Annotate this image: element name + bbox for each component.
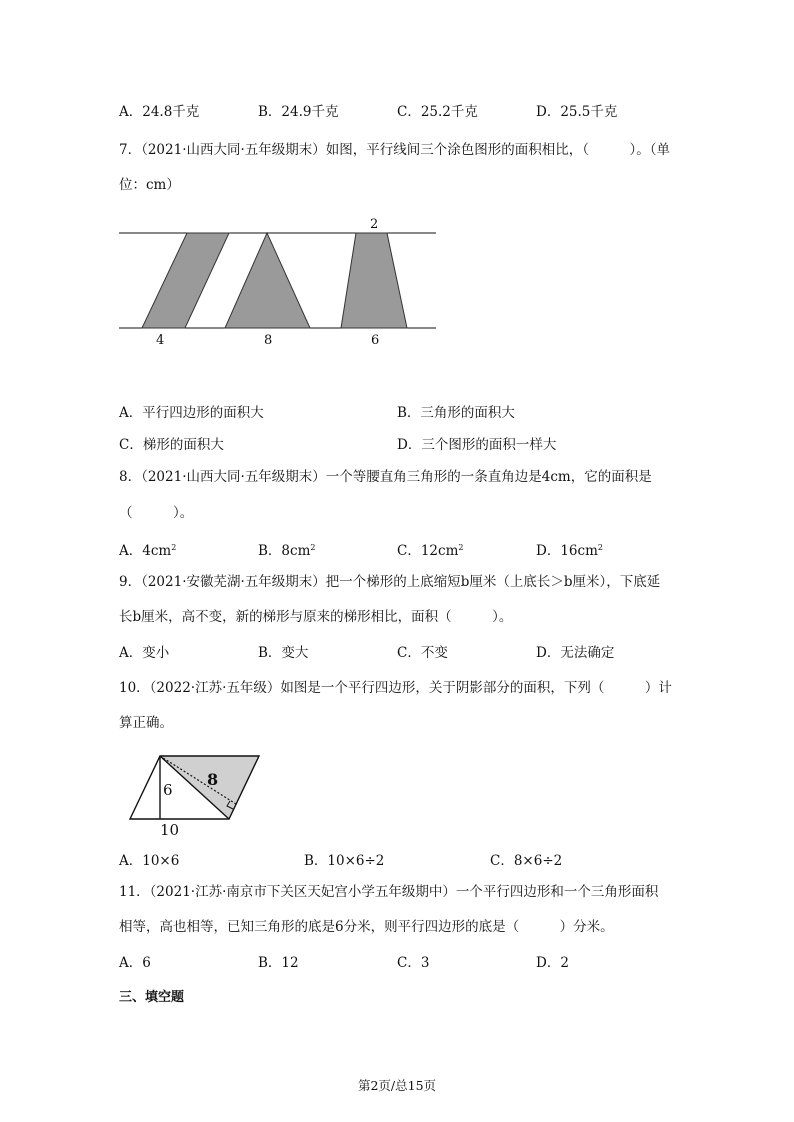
- q6-option-d: D．25.5千克: [536, 104, 618, 120]
- q7-option-d: D．三个图形的面积一样大: [397, 437, 557, 453]
- q9-option-c: C．不变: [397, 645, 448, 661]
- q11-stem-line1: 11．（2021·江苏·南京市下关区天妃宫小学五年级期中）一个平行四边形和一个三角形面积: [119, 884, 659, 900]
- q7-stem-line2: 位：cm）: [119, 177, 180, 193]
- q7-label-parallelogram-base: 4: [156, 333, 165, 348]
- q8-option-c: C．$12cm^2$: [397, 543, 464, 559]
- q7-label-trapezoid-base: 6: [371, 333, 380, 348]
- q10-label-8: 8: [207, 770, 219, 789]
- q11-option-b: B．12: [258, 955, 299, 971]
- q11-option-a: A．6: [119, 955, 151, 971]
- q11-option-c: C．3: [397, 955, 430, 971]
- q10-stem-line1: 10．（2022·江苏·五年级）如图是一个平行四边形，关于阴影部分的面积，下列（ ）计: [119, 680, 672, 696]
- q9-stem-line2: 长b厘米，高不变，新的梯形与原来的梯形相比，面积（ ）。: [119, 609, 513, 625]
- q6-option-c: C．25.2千克: [397, 104, 478, 120]
- q10-label-10: 10: [160, 821, 180, 839]
- q6-option-a: A．24.8千克: [119, 104, 200, 120]
- q11-stem-line2: 相等，高也相等，已知三角形的底是6分米，则平行四边形的底是（ ）分米。: [119, 919, 614, 935]
- q7-label-triangle-base: 8: [264, 333, 273, 348]
- q9-option-d: D．无法确定: [536, 645, 615, 661]
- q7-option-a: A．平行四边形的面积大: [119, 405, 264, 421]
- q8-stem-line1: 8．（2021·山西大同·五年级期末）一个等腰直角三角形的一条直角边是4cm，它的面积是: [119, 469, 652, 485]
- q9-option-b: B．变大: [258, 645, 309, 661]
- q7-option-b: B．三角形的面积大: [397, 405, 515, 421]
- page-number-footer: 第2页/总15页: [357, 1078, 437, 1093]
- q8-option-b: B．$8cm^2$: [258, 543, 316, 559]
- q10-option-b: B．10×6÷2: [304, 853, 385, 869]
- q8-stem-line2: （ ）。: [119, 505, 194, 521]
- q6-option-b: B．24.9千克: [258, 104, 339, 120]
- q10-option-a: A．10×6: [119, 853, 180, 869]
- q9-stem-line1: 9．（2021·安徽芜湖·五年级期末）把一个梯形的上底缩短b厘米（上底长＞b厘米），下底延: [119, 574, 661, 590]
- section-heading-fill-in: 三、填空题: [119, 990, 185, 1005]
- q10-label-6: 6: [163, 781, 173, 799]
- q10-stem-line2: 算正确。: [119, 715, 173, 731]
- q7-option-c: C．梯形的面积大: [119, 437, 224, 453]
- q11-option-d: D．2: [536, 955, 569, 971]
- q8-option-d: D．$16cm^2$: [536, 543, 603, 559]
- q10-option-c: C．8×6÷2: [490, 853, 563, 869]
- q7-label-top: 2: [370, 217, 379, 232]
- q8-option-a: A．$4cm^2$: [119, 543, 177, 559]
- q7-stem-line1: 7．（2021·山西大同·五年级期末）如图，平行线间三个涂色图形的面积相比，（ ）。（单: [119, 142, 671, 158]
- q9-option-a: A．变小: [119, 645, 170, 661]
